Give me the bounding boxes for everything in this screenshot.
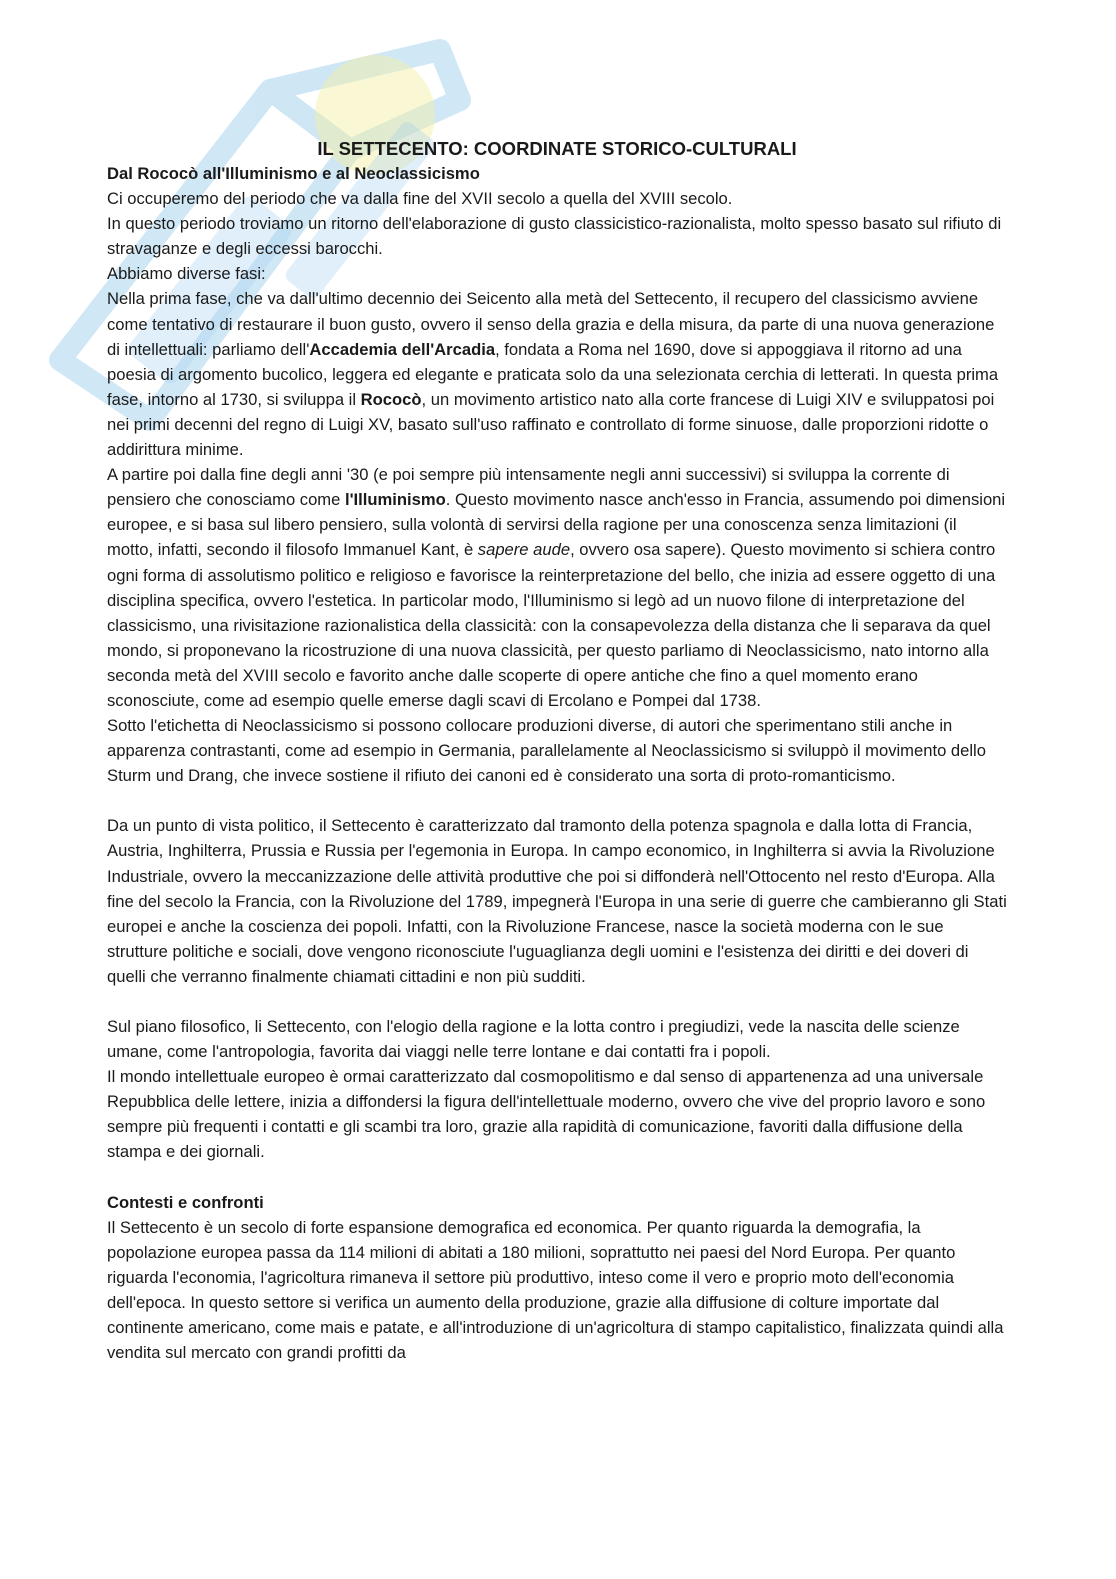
paragraph-first-phase	[107, 286, 1007, 462]
paragraph: Sotto l'etichetta di Neoclassicismo si possono collocare produzioni diverse, di autori che sperimentano stili anche in apparenza contrastanti, come ad esempio in Germania, parallelamente al Neoclassicismo si sviluppò il movimento dello Sturm und Drang, che invece sostiene il rifiuto dei canoni ed è considerato una sorta di proto-romanticismo.	[107, 716, 986, 786]
page-title: IL SETTECENTO: COORDINATE STORICO-CULTURALI	[317, 138, 797, 159]
text-run: , ovvero osa sapere). Questo movimento si schiera contro ogni forma di assolutismo politico e religioso e favorisce la reinterpretazione del bello, che inizia ad essere oggetto di una disciplina specifica, ovvero l'estetica. In particolar modo, l'Illuminismo si legò ad un nuovo filone di interpretazione del classicismo, una rivisitazione razionalistica della classicità: con la consapevolezza della distanza che li separava da quel mondo, si proponevano la ricostruzione di una nuova classicità, per questo parliamo di Neoclassicismo, nato intorno alla seconda metà del XVIII secolo e favorito anche dalle scoperte di opere antiche che fino a quel momento erano sconosciute, come ad esempio quelle emerse dagli scavi di Ercolano e Pompei dal 1738.	[107, 540, 996, 710]
paragraph: Il mondo intellettuale europeo è ormai caratterizzato dal cosmopolitismo e dal senso di appartenenza ad una universale Repubblica delle lettere, inizia a diffondersi la figura dell'intellettuale moderno, ovvero che vive del proprio lavoro e sono sempre più frequenti i contatti e gli scambi tra loro, grazie alla rapidità di comunicazione, favoriti dalla diffusione della stampa e dei giornali.	[107, 1067, 986, 1162]
text-run: Nella prima fase, che va dall'ultimo decennio dei Seicento alla metà del Settecento, il recupero del classicismo avviene come tentativo di restaurare il buon gusto, ovvero il senso della grazia e della misura, da parte di una nuova generazione di intellettuali: parliamo dell'	[107, 289, 995, 359]
term-sapere-aude: sapere aude	[477, 540, 571, 560]
paragraph-gap	[107, 788, 1007, 813]
section-heading-contesti: Contesti e confronti	[107, 1192, 264, 1212]
paragraph-gap	[107, 1165, 1007, 1190]
term-rococo: Rococò	[360, 389, 422, 409]
paragraph-gap	[107, 989, 1007, 1014]
paragraph: Ci occuperemo del periodo che va dalla fine del XVII secolo a quella del XVIII secolo.	[107, 189, 733, 209]
section-heading-rococo: Dal Rococò all'Illuminismo e al Neoclassicismo	[107, 164, 480, 183]
text-run: A partire poi dalla fine degli anni '30 (e poi sempre più intensamente negli anni successivi) si sviluppa la corrente di pensiero che conosciamo come	[107, 465, 950, 510]
document-page	[107, 136, 1007, 1365]
term-illuminismo: l'Illuminismo	[344, 490, 446, 510]
text-run: , un movimento artistico nato alla corte francese di Luigi XIV e sviluppatosi poi nei primi decenni del regno di Luigi XV, basato sull'uso raffinato e controllato di forme sinuose, dalle proporzioni ridotte o addirittura minime.	[107, 389, 995, 460]
paragraph-politics: Da un punto di vista politico, il Settecento è caratterizzato dal tramonto della potenza spagnola e dalla lotta di Francia, Austria, Inghilterra, Prussia e Russia per l'egemonia in Europa. In campo economico, in Inghilterra si avvia la Rivoluzione Industriale, ovvero la meccanizzazione delle attività produttive che poi si diffonderà nell'Ottocento nel resto d'Europa. Alla fine del secolo la Francia, con la Rivoluzione del 1789, impegnerà l'Europa in una serie di guerre che cambieranno gli Stati europei e anche la coscienza dei popoli. Infatti, con la Rivoluzione Francese, nasce la società moderna con le sue strutture politiche e sociali, dove vengono riconosciute l'uguaglianza degli uomini e l'esistenza dei diritti e dei doveri di quelli che verranno finalmente chiamati cittadini e non più sudditi.	[107, 816, 1007, 986]
term-arcadia: Accademia dell'Arcadia	[309, 339, 496, 359]
paragraph-economy: Il Settecento è un secolo di forte espansione demografica ed economica. Per quanto riguarda la demografia, la popolazione europea passa da 114 milioni di abitati a 180 milioni, soprattutto nei paesi del Nord Europa. Per quanto riguarda l'economia, l'agricoltura rimaneva il settore più produttivo, inteso come il vero e proprio moto dell'economia dell'epoca. In questo settore si verifica un aumento della produzione, grazie alla diffusione di colture importate dal continente americano, come mais e patate, e all'introduzione di un'agricoltura di stampo capitalistico, finalizzata quindi alla vendita sul mercato con grandi profitti da	[107, 1217, 1004, 1363]
paragraph-illuminismo	[107, 462, 1007, 713]
paragraph: In questo periodo troviamo un ritorno dell'elaborazione di gusto classicistico-razionalista, molto spesso basato sul rifiuto di stravaganze e degli eccessi barocchi.	[107, 214, 1002, 259]
paragraph: Abbiamo diverse fasi:	[107, 264, 266, 284]
text-run: . Questo movimento nasce anch'esso in Francia, assumendo poi dimensioni europee, e si basa sul libero pensiero, sulla volontà di servirsi della ragione per una conoscenza senza limitazioni (il motto, infatti, secondo il filosofo Immanuel Kant, è	[107, 490, 1006, 560]
paragraph-philosophy: Sul piano filosofico, li Settecento, con l'elogio della ragione e la lotta contro i pregiudizi, vede la nascita delle scienze umane, come l'antropologia, favorita dai viaggi nelle terre lontane e dai contatti fra i popoli.	[107, 1017, 960, 1062]
text-run: , fondata a Roma nel 1690, dove si appoggiava il ritorno ad una poesia di argomento bucolico, leggera ed elegante e praticata solo da una selezionata cerchia di letterati. In questa prima fase, intorno al 1730, si sviluppa il	[107, 339, 999, 409]
